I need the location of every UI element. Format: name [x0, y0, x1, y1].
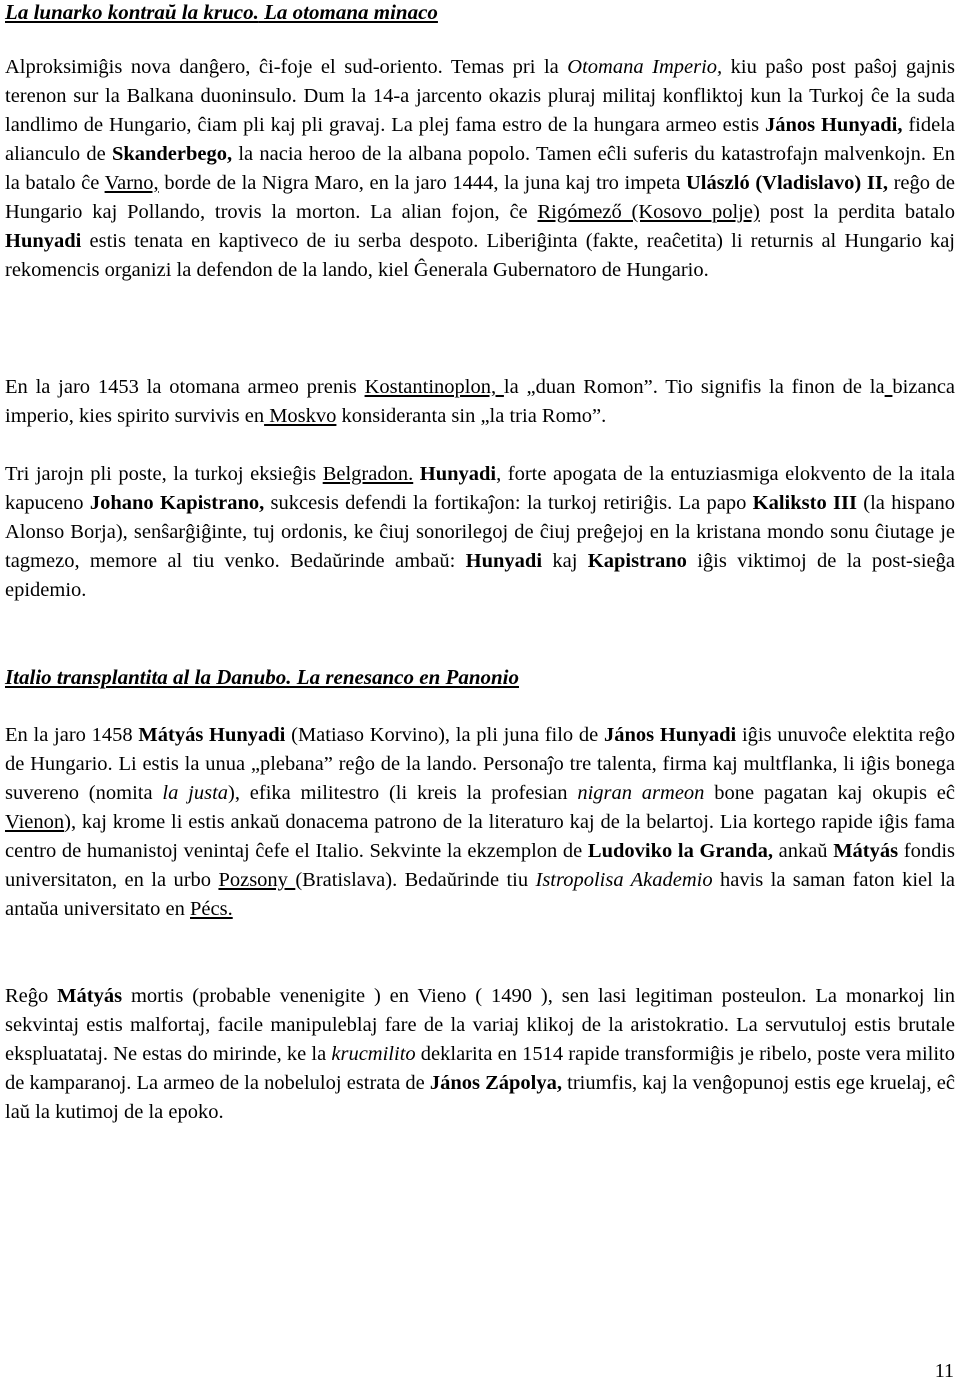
text-run: deklarita en 1514 rapide transformiĝis je ribelo, poste vera milito de kamparanoj. La armeo de la nobeluloj estrata de: [5, 1043, 955, 1094]
text-run: Hunyadi: [5, 230, 82, 252]
text-run: la justa: [162, 782, 229, 804]
section-heading-ottoman: [5, 0, 438, 26]
text-run: bone pagatan kaj okupis eĉ: [704, 782, 955, 804]
text-run: Varno,: [104, 172, 159, 194]
text-run: Pozsony: [218, 869, 296, 891]
text-run: nigran armeon: [577, 782, 705, 804]
text-run: En la jaro 1453 la otomana armeo prenis: [5, 376, 365, 398]
text-run: Pécs.: [190, 898, 233, 920]
text-run: ankaŭ: [772, 840, 834, 862]
paragraph-decline: [5, 982, 955, 1127]
text-run: En la jaro 1458: [5, 724, 139, 746]
text-run: János Zápolya,: [429, 1072, 562, 1094]
text-run: triumfis, kaj la venĝopunoj estis ege kruelaj, eĉ laŭ la kutimoj de la epoko.: [5, 1072, 955, 1123]
text-run: (Bratislava). Bedaŭrinde tiu: [295, 869, 536, 891]
text-run: Istropolisa Akademio: [535, 869, 713, 891]
text-run: Vienon: [5, 811, 65, 833]
text-run: Moskvo: [264, 405, 337, 427]
text-run: iĝis unuvoĉe elektita reĝo de Hungario. Li estis la unua „plebana” reĝo de la lando. Personaĵo tre talenta, firma kaj multflanka, li iĝis bonega suvereno (nomita: [5, 724, 955, 804]
paragraph-constantinople: [5, 373, 955, 431]
paragraph-belgrade: [5, 460, 955, 605]
text-run: János Hunyadi: [604, 724, 737, 746]
text-run: Mátyás Hunyadi: [138, 724, 286, 746]
text-run: mortis (probable venenigite ) en Vieno ( 1490 ), sen lasi legitiman posteulon. La monarkoj lin sekvintaj estis malfortaj, facile manipuleblaj fare de la variaj klikoj de la aristokratio. La servutuloj estis brutale ekspluatataj. Ne estas do mirinde, ke la: [5, 985, 955, 1065]
paragraph-matyas: [5, 721, 955, 924]
text-run: borde de la Nigra Maro, en la jaro 1444, la juna kaj tro impeta: [158, 172, 686, 194]
text-run: (Matiaso Korvino), la pli juna filo de: [285, 724, 604, 746]
text-run: fondis universitaton, en la urbo: [5, 840, 956, 891]
text-run: Hunyadi: [465, 550, 543, 572]
text-run: Tri jarojn pli poste, la turkoj eksieĝis: [5, 463, 323, 485]
text-run: sukcesis defendi la fortikaĵon: la turkoj retiriĝis. La papo: [264, 492, 753, 514]
text-run: havis la saman faton kiel la antaŭa universitato en: [5, 869, 955, 920]
text-run: konsideranta sin „la tria Romo”.: [336, 405, 607, 427]
text-run: Belgradon.: [322, 463, 414, 485]
text-run: kaj: [542, 550, 588, 572]
text-run: iĝis viktimoj de la post-sieĝa epidemio.: [5, 550, 955, 601]
text-run: Kapistrano: [587, 550, 687, 572]
text-run: Alproksimiĝis nova danĝero, ĉi-foje el sud-oriento. Temas pri la: [5, 56, 568, 78]
text-run: Reĝo: [5, 985, 58, 1007]
heading-part: La lunarko kontraŭ la kruco.: [5, 0, 259, 24]
text-run: Ulászló (Vladislavo) II,: [685, 172, 888, 194]
text-run: Skanderbego,: [111, 143, 233, 165]
heading-part: Italio transplantita al la Danubo.: [5, 665, 292, 689]
paragraph-ottoman-threat: [5, 53, 955, 285]
text-run: reĝo de Hungario kaj Pollando, trovis la morton. La alian fojon, ĉe: [5, 172, 955, 223]
heading-part: La otomana minaco: [258, 0, 438, 24]
text-run: la „duan Romon”. Tio signifis la finon de la: [503, 376, 885, 398]
text-run: (la hispano Alonso Borja), senŝarĝiĝinte, tuj ordonis, ke ĉiuj sonorilegoj de ĉiuj preĝejoj en la kristana mondo sonu ĉiutage je tagmezo, memore al tiu venko. Bedaŭrinde ambaŭ:: [5, 492, 955, 572]
text-run: Otomana Imperio,: [567, 56, 723, 78]
text-run: kiu paŝo post paŝoj gajnis terenon sur la Balkana duoninsulo. Dum la 14-a jarcento okazis pluraj militaj konfliktoj kun la Turkoj ĉe la suda landlimo de Hungario, ĉiam pli kaj pli gravaj. La plej fama estro de la hungara armeo estis: [5, 56, 955, 136]
text-run: ), kaj krome li estis ankaŭ donacema patrono de la literaturo kaj de la belartoj. Lia kortego rapide iĝis fama centro de humanistoj venintaj ĉefe el Italio. Sekvinte la ekzemplon de: [5, 811, 955, 862]
text-run: fidela alianculo de: [5, 114, 955, 165]
text-run: Rigómező (Kosovo polje): [537, 201, 760, 223]
text-run: Kostantinoplon,: [364, 376, 504, 398]
text-run: Kalikstо III: [752, 492, 857, 514]
text-run: post la perdita batalo: [759, 201, 955, 223]
text-run: estis tenata en kaptiveco de iu serba despoto. Liberiĝinta (fakte, reaĉetita) li returnis al Hungario kaj rekomencis organizi la defendon de la lando, kiel Ĝenerala Gubernatoro de Hungario.: [5, 230, 955, 281]
text-run: la nacia heroo de la albana popolo. Tamen eĉli suferis du katastrofajn malvenkojn.: [232, 143, 926, 165]
section-heading-renaissance: [5, 663, 519, 691]
text-run: En la batalo ĉe: [5, 143, 955, 194]
text-run: Mátyás: [833, 840, 899, 862]
text-run: Mátyás: [57, 985, 123, 1007]
page-number: 11: [934, 1360, 954, 1382]
text-run: ), efika militestro (li kreis la profesian: [228, 782, 578, 804]
text-run: bizanca imperio, kies spirito survivis en: [5, 376, 956, 427]
heading-part: La renesanco en Panonio: [291, 665, 520, 689]
text-run: Hunyadi: [419, 463, 497, 485]
text-run: krucmilito: [331, 1043, 416, 1065]
text-run: János Hunyadi,: [764, 114, 903, 136]
text-run: Johano Kapistrano,: [89, 492, 265, 514]
text-run: , forte apogata de la entuziasmiga elokvento de la itala kapuceno: [5, 463, 955, 514]
text-run: Ludoviko la Granda,: [587, 840, 773, 862]
